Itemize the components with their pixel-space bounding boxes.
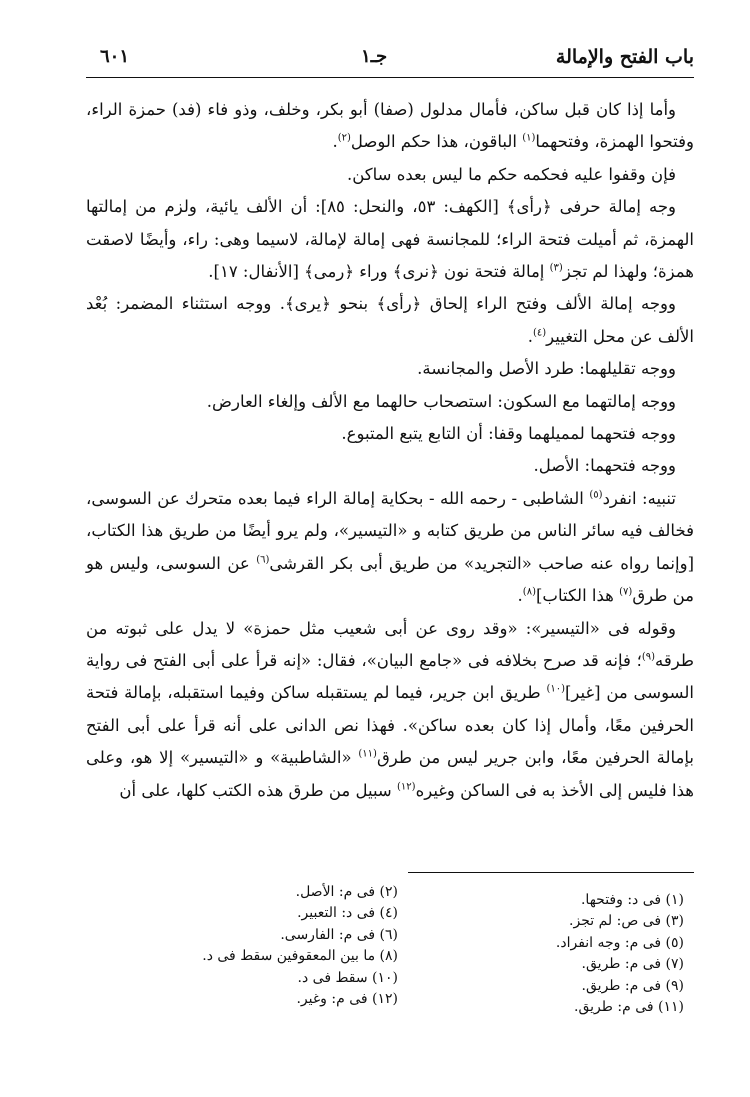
- paragraph: ووجه تقليلهما: طرد الأصل والمجانسة.: [417, 359, 676, 379]
- note-paragraph: تنبيه: انفرد$^{(٥)}$ الشاطبى - رحمه الله - بحكاية إمالة الراء فيما بعده متحرك عن السوسى، فخالف فيه سائر الناس من طريق كتابه و «التيسير»، ولم يرو أيضًا من طريق هذا الكتاب، [وإنما رواه عنه صاحب «التجريد» من طريق أبى بكر القرشى$^{(٦)}$ عن السوسى، وليس هو من طرق$^{(٧)}$ هذا الكتاب]$^{(٨)}$.: [86, 488, 694, 606]
- footnotes-even-column: [88, 882, 398, 1010]
- footnote: (١٠) سقط فى د.: [297, 969, 398, 986]
- volume-label: جـ١: [361, 46, 388, 67]
- footnote: (٢) فى م: الأصل.: [295, 884, 398, 900]
- footnote: (٧) فى م: طريق.: [581, 956, 684, 973]
- book-page: [86, 36, 694, 1016]
- footnote: (٦) فى م: الفارسى.: [280, 926, 398, 943]
- footnote: (١١) فى م: طريق.: [574, 999, 684, 1016]
- running-header: [86, 36, 694, 72]
- paragraph: وقوله فى «التيسير»: «وقد روى عن أبى شعيب مثل حمزة» لا يدل على ثبوته من طرقه$^{(٩)}$؛ فإنه قد صرح بخلافه فى «جامع البيان»، فقال: «إنه قرأ على أبى الفتح فى رواية السوسى من [غير]$^{(١٠)}$ طريق ابن جرير، فيما لم يستقبله ساكن وفيما استقبله، بإمالة فتحة الحرفين معًا، وأمال إذا كان بعده ساكن». فهذا نص الدانى على أنه قرأ على أبى الفتح بإمالة الحرفين معًا، وابن جرير ليس من طرق$^{(١١)}$ «الشاطبية» و «التيسير» إلا هو، وعلى هذا فليس إلى الأخذ به فى الساكن وغيره$^{(١٢)}$ سبيل من طرق هذه الكتب كلها، على أن: [86, 618, 694, 800]
- footnote: (٨) ما بين المعقوفين سقط فى د.: [202, 948, 398, 965]
- paragraph: وجه إمالة حرفى ﴿رأى﴾ [الكهف: ٥٣، والنحل: ٨٥]: أن الألف يائية، ولزم من إمالتها الهمزة، ثم أميلت فتحة الراء؛ للمجانسة فهى إمالة لإمالة، لاسيما وهى: راء، وأيضًا لاصقت همزة؛ ولهذا لم تجز$^{(٣)}$ إمالة فتحة نون ﴿نرى﴾ وراء ﴿رمى﴾ [الأنفال: ١٧].: [86, 197, 694, 282]
- main-text: [86, 94, 694, 807]
- footnote: (٤) فى د: التعبير.: [297, 905, 398, 922]
- paragraph: ووجه فتحهما لمميلهما وقفا: أن التابع يتبع المتبوع.: [341, 424, 676, 444]
- footnote: (٩) فى م: طريق.: [581, 977, 684, 994]
- paragraph: فإن وقفوا عليه فحكمه حكم ما ليس بعده ساكن.: [346, 164, 676, 184]
- paragraph: وأما إذا كان قبل ساكن، فأمال مدلول (صفا) أبو بكر، وخلف، وذو فاء (فد) حمزة الراء، وفتحوا الهمزة، وفتحهما$^{(١)}$ الباقون، هذا حكم الوصل$^{(٢)}$.: [86, 100, 694, 152]
- footnote: (١٢) فى م: وغير.: [296, 991, 398, 1008]
- footnotes-odd-column: [414, 882, 684, 1018]
- footnote: (٣) فى ص: لم تجز.: [569, 913, 684, 930]
- paragraph: ووجه إمالة الألف وفتح الراء إلحاق ﴿رأى﴾ بنحو ﴿يرى﴾. ووجه استثناء المضمر: بُعْد الألف عن محل التغيير$^{(٤)}$.: [86, 294, 694, 346]
- footnote-separator: [408, 872, 694, 873]
- page-number: ٦٠١: [100, 46, 130, 67]
- header-rule: [86, 77, 694, 78]
- paragraph: ووجه إمالتهما مع السكون: استصحاب حالهما مع الألف وإلغاء العارض.: [206, 391, 676, 411]
- footnote: (١) فى د: وفتحها.: [580, 892, 684, 908]
- footnote: (٥) فى م: وجه انفراد.: [555, 934, 684, 951]
- paragraph: ووجه فتحهما: الأصل.: [533, 456, 676, 476]
- chapter-title: باب الفتح والإمالة: [555, 46, 694, 68]
